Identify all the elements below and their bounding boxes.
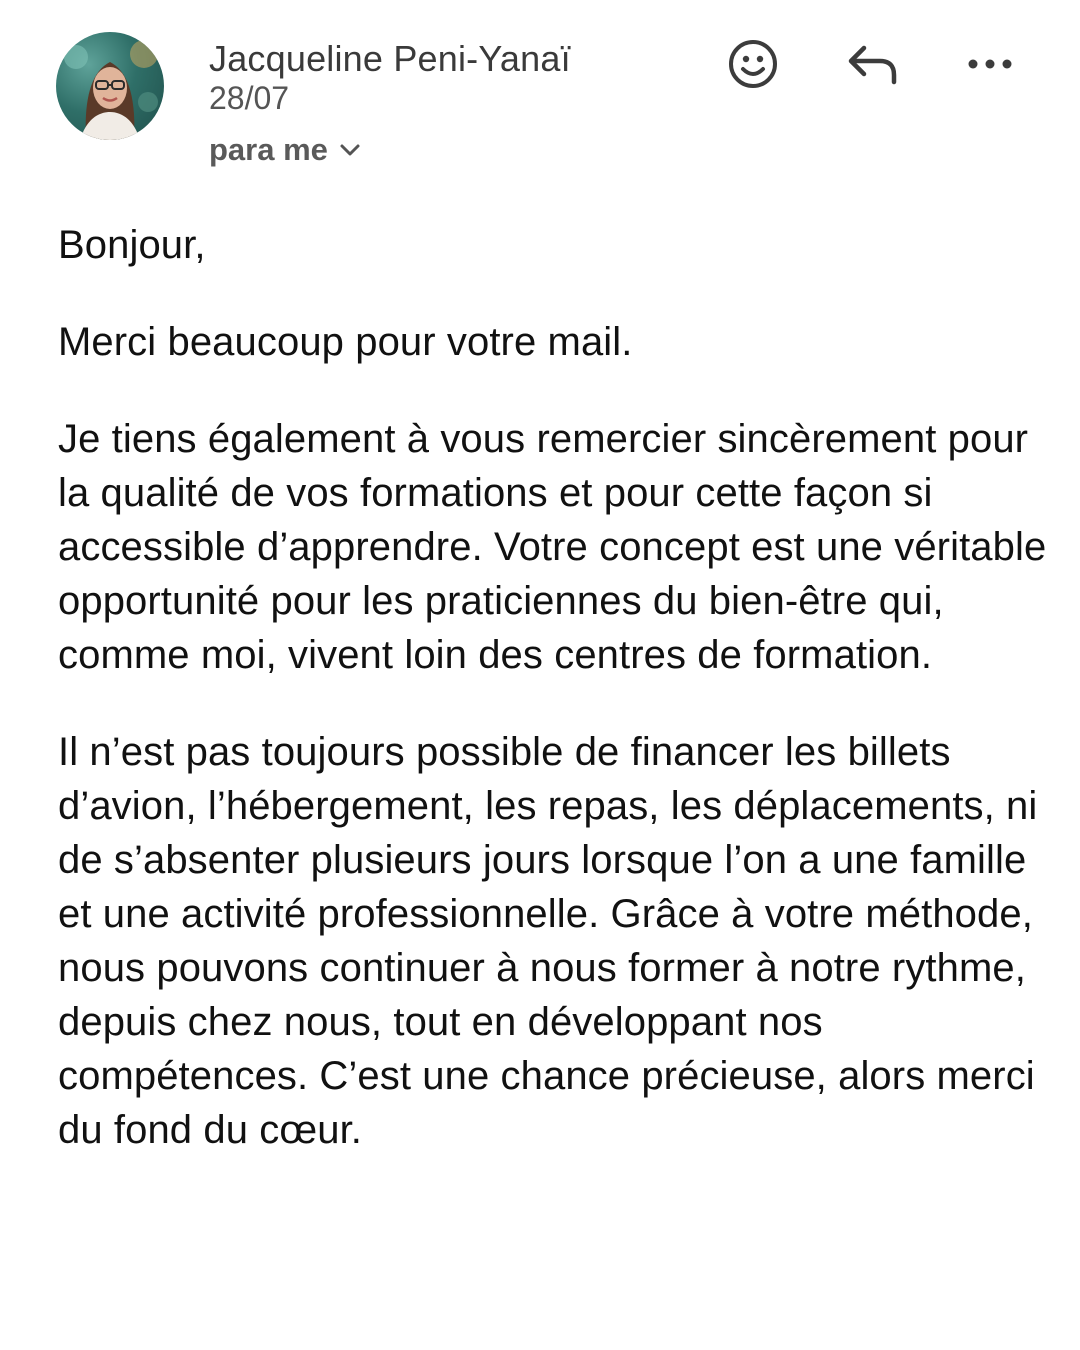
sender-name: Jacqueline Peni-Yanaï [209, 38, 571, 79]
email-header [0, 0, 1080, 190]
smiley-icon [727, 38, 779, 90]
email-date: 28/07 [209, 80, 290, 116]
chevron-down-icon [338, 138, 362, 162]
recipient-label: para me [209, 132, 328, 167]
more-options-button[interactable] [958, 32, 1022, 96]
body-paragraph: Merci beaucoup pour votre mail. [58, 320, 633, 364]
avatar-photo-icon [56, 32, 164, 140]
reply-button[interactable] [841, 32, 905, 96]
more-horizontal-icon [965, 57, 1015, 71]
greeting-paragraph: Bonjour, [58, 223, 206, 267]
email-body [58, 218, 1048, 1200]
reply-icon [846, 42, 900, 86]
recipient-toggle[interactable] [209, 132, 362, 168]
add-reaction-button[interactable] [721, 32, 785, 96]
body-paragraph: Il n’est pas toujours possible de financer les billets d’avion, l’hébergement, les repas, les déplacements, ni de s’absenter plusieurs jours lorsque l’on a une famille et une activité professionnelle. Grâce à votre méthode, nous pouvons continuer à nous former à notre rythme, depuis chez nous, tout en développant nos compétences. C’est une chance précieuse, alors merci du fond du cœur. [58, 730, 1038, 1152]
avatar[interactable] [56, 32, 164, 140]
body-paragraph: Je tiens également à vous remercier sincèrement pour la qualité de vos formations et pour cette façon si accessible d’apprendre. Votre concept est une véritable opportunité pour les praticiennes du bien-être qui, comme moi, vivent loin des centres de formation. [58, 417, 1047, 677]
